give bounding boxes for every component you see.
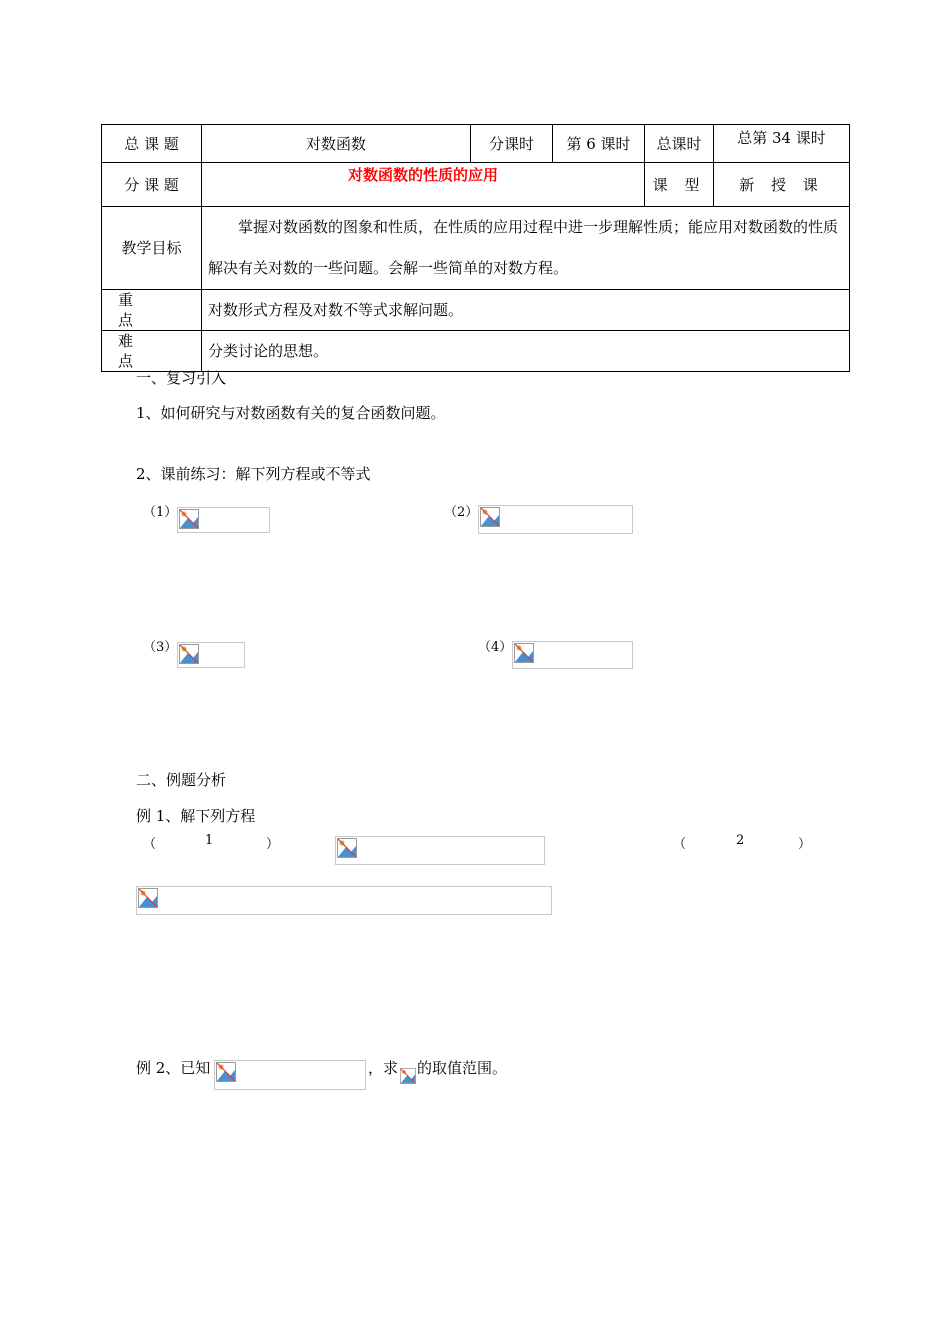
- lesson-type-value: 新 授 课: [714, 163, 850, 207]
- exercise-3-label: （3）: [143, 640, 178, 655]
- lesson-type-label: 课 型: [645, 163, 714, 207]
- example1-paren-close-2: ）: [798, 837, 812, 852]
- total-hours-label: 总课时: [645, 125, 714, 163]
- example1-eq1-formula-image: [335, 836, 545, 865]
- sub-hours-value: 第 6 课时: [553, 125, 645, 163]
- example2-variable-broken-image-icon: [400, 1068, 416, 1084]
- example1-paren-open-2: （: [673, 837, 687, 852]
- total-hours-value: 总第 34 课时: [714, 125, 850, 163]
- broken-image-icon: [216, 1062, 236, 1082]
- example2-suffix: 的取值范围。: [417, 1059, 508, 1077]
- broken-image-icon: [179, 509, 199, 529]
- sub-hours-label: 分课时: [471, 125, 553, 163]
- exercise-4-label: （4）: [478, 640, 513, 655]
- pre-class-exercise: 2、课前练习：解下列方程或不等式: [136, 465, 371, 483]
- example1-num-2: 2: [736, 833, 745, 848]
- review-question: 1、如何研究与对数函数有关的复合函数问题。: [136, 404, 446, 422]
- total-topic-value: 对数函数: [202, 125, 471, 163]
- example1-paren-open-1: （: [143, 837, 157, 852]
- difficult-value: 分类讨论的思想。: [202, 331, 850, 372]
- exercise-1-formula-image: [177, 507, 270, 533]
- example1-title: 例 1、解下列方程: [136, 807, 256, 825]
- broken-image-icon: [480, 507, 500, 527]
- example2-prefix: 例 2、已知: [136, 1059, 211, 1077]
- exercise-4-formula-image: [512, 641, 633, 669]
- example2-condition-formula-image: [214, 1060, 366, 1090]
- broken-image-icon: [138, 888, 158, 908]
- example1-paren-close-1: ）: [266, 837, 280, 852]
- exercise-1-label: （1）: [143, 505, 178, 520]
- example1-num-1: 1: [205, 833, 214, 848]
- broken-image-icon: [337, 838, 357, 858]
- sub-topic-value: 对数函数的性质的应用: [202, 163, 645, 207]
- exercise-2-label: （2）: [444, 505, 479, 520]
- broken-image-icon: [514, 643, 534, 663]
- goal-label: 教学目标: [102, 207, 202, 290]
- total-topic-label: 总 课 题: [102, 125, 202, 163]
- key-label: 重 点: [102, 290, 202, 331]
- difficult-label: 难 点: [102, 331, 202, 372]
- broken-image-icon: [179, 644, 199, 664]
- example1-eq2-formula-image: [136, 886, 552, 915]
- example2-mid: ，求: [368, 1059, 399, 1077]
- exercise-3-formula-image: [177, 642, 245, 668]
- exercise-2-formula-image: [478, 505, 633, 534]
- section2-heading: 二、例题分析: [136, 771, 227, 789]
- lesson-info-table: [101, 124, 850, 372]
- sub-topic-label: 分 课 题: [102, 163, 202, 207]
- section1-heading: 一、复习引入: [136, 369, 227, 387]
- key-value: 对数形式方程及对数不等式求解问题。: [202, 290, 850, 331]
- goal-value: 掌握对数函数的图象和性质，在性质的应用过程中进一步理解性质；能应用对数函数的性质解决有关对数的一些问题。会解一些简单的对数方程。: [202, 207, 850, 290]
